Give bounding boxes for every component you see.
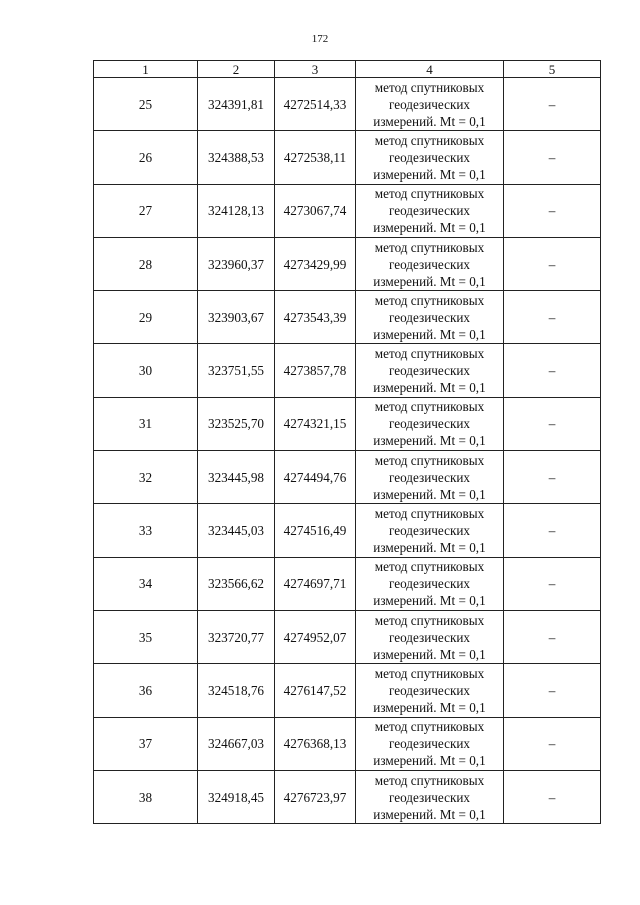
note-cell: – (504, 664, 601, 717)
y-coordinate-cell: 4276723,97 (275, 770, 356, 823)
method-cell (356, 344, 504, 397)
y-coordinate-cell: 4276368,13 (275, 717, 356, 770)
table-row (94, 397, 601, 450)
method-text-line: метод спутниковых (374, 559, 485, 575)
method-text-line: метод спутниковых (374, 772, 485, 788)
table-row (94, 451, 601, 504)
table-row (94, 717, 601, 770)
x-coordinate-cell: 323720,77 (198, 610, 275, 663)
coordinates-table (93, 60, 601, 824)
method-text-line: метод спутниковых (374, 292, 485, 308)
point-number-cell: 28 (94, 237, 198, 290)
y-coordinate-cell: 4274321,15 (275, 397, 356, 450)
point-number-cell: 26 (94, 131, 198, 184)
x-coordinate-cell: 323525,70 (198, 397, 275, 450)
method-text-line: геодезических (388, 469, 471, 485)
method-text-line: измерений. Mt = 0,1 (373, 753, 486, 769)
y-coordinate-cell: 4274494,76 (275, 451, 356, 504)
method-text-line: геодезических (388, 309, 471, 325)
page-number: 172 (311, 33, 329, 45)
method-text-line: измерений. Mt = 0,1 (373, 646, 486, 662)
method-text-line: измерений. Mt = 0,1 (373, 593, 486, 609)
point-number-cell: 38 (94, 770, 198, 823)
method-cell (356, 237, 504, 290)
y-coordinate-cell: 4273543,39 (275, 291, 356, 344)
method-text-line: измерений. Mt = 0,1 (373, 326, 486, 342)
table-header (94, 61, 601, 78)
y-coordinate-cell: 4273429,99 (275, 237, 356, 290)
note-cell: – (504, 184, 601, 237)
method-cell (356, 78, 504, 131)
method-cell (356, 291, 504, 344)
method-text-line: измерений. Mt = 0,1 (373, 273, 486, 289)
x-coordinate-cell: 324667,03 (198, 717, 275, 770)
method-cell (356, 451, 504, 504)
point-number-cell: 30 (94, 344, 198, 397)
x-coordinate-cell: 324391,81 (198, 78, 275, 131)
note-cell: – (504, 344, 601, 397)
note-cell: – (504, 770, 601, 823)
method-text-line: измерений. Mt = 0,1 (373, 806, 486, 822)
table-row (94, 610, 601, 663)
method-text-line: геодезических (388, 416, 471, 432)
x-coordinate-cell: 323566,62 (198, 557, 275, 610)
table-row (94, 504, 601, 557)
table-row (94, 344, 601, 397)
method-text-line: измерений. Mt = 0,1 (373, 380, 486, 396)
method-text-line: геодезических (388, 682, 471, 698)
method-text-line: геодезических (388, 256, 471, 272)
point-number-cell: 35 (94, 610, 198, 663)
column-header-1: 1 (94, 61, 198, 78)
method-text-line: метод спутниковых (374, 132, 485, 148)
method-cell (356, 397, 504, 450)
method-text-line: измерений. Mt = 0,1 (373, 540, 486, 556)
method-text-line: измерений. Mt = 0,1 (373, 113, 486, 129)
point-number-cell: 31 (94, 397, 198, 450)
table-row (94, 131, 601, 184)
method-cell (356, 504, 504, 557)
y-coordinate-cell: 4274697,71 (275, 557, 356, 610)
point-number-cell: 36 (94, 664, 198, 717)
table-row (94, 237, 601, 290)
y-coordinate-cell: 4273857,78 (275, 344, 356, 397)
method-text-line: метод спутниковых (374, 612, 485, 628)
method-text-line: геодезических (388, 523, 471, 539)
table-row (94, 78, 601, 131)
method-text-line: метод спутниковых (374, 346, 485, 362)
method-cell (356, 664, 504, 717)
method-text-line: метод спутниковых (374, 719, 485, 735)
x-coordinate-cell: 323445,03 (198, 504, 275, 557)
note-cell: – (504, 610, 601, 663)
method-text-line: измерений. Mt = 0,1 (373, 220, 486, 236)
point-number-cell: 29 (94, 291, 198, 344)
method-text-line: геодезических (388, 203, 471, 219)
column-header-2: 2 (198, 61, 275, 78)
method-text-line: метод спутниковых (374, 665, 485, 681)
point-number-cell: 27 (94, 184, 198, 237)
method-text-line: метод спутниковых (374, 79, 485, 95)
method-cell (356, 610, 504, 663)
method-text-line: геодезических (388, 576, 471, 592)
method-text-line: геодезических (388, 149, 471, 165)
y-coordinate-cell: 4272538,11 (275, 131, 356, 184)
y-coordinate-cell: 4274952,07 (275, 610, 356, 663)
method-cell (356, 557, 504, 610)
y-coordinate-cell: 4276147,52 (275, 664, 356, 717)
x-coordinate-cell: 323960,37 (198, 237, 275, 290)
x-coordinate-cell: 324918,45 (198, 770, 275, 823)
column-header-3: 3 (275, 61, 356, 78)
method-text-line: геодезических (388, 363, 471, 379)
note-cell: – (504, 557, 601, 610)
column-header-5: 5 (504, 61, 601, 78)
point-number-cell: 33 (94, 504, 198, 557)
note-cell: – (504, 451, 601, 504)
x-coordinate-cell: 324388,53 (198, 131, 275, 184)
table-body (94, 78, 601, 824)
note-cell: – (504, 291, 601, 344)
point-number-cell: 25 (94, 78, 198, 131)
method-cell (356, 184, 504, 237)
x-coordinate-cell: 324128,13 (198, 184, 275, 237)
table-row (94, 664, 601, 717)
method-text-line: измерений. Mt = 0,1 (373, 486, 486, 502)
header-row (94, 61, 601, 78)
column-header-4: 4 (356, 61, 504, 78)
x-coordinate-cell: 323445,98 (198, 451, 275, 504)
table-row (94, 557, 601, 610)
y-coordinate-cell: 4272514,33 (275, 78, 356, 131)
method-text-line: геодезических (388, 789, 471, 805)
x-coordinate-cell: 323751,55 (198, 344, 275, 397)
method-cell (356, 717, 504, 770)
note-cell: – (504, 504, 601, 557)
point-number-cell: 37 (94, 717, 198, 770)
note-cell: – (504, 397, 601, 450)
method-cell (356, 770, 504, 823)
method-text-line: измерений. Mt = 0,1 (373, 699, 486, 715)
point-number-cell: 34 (94, 557, 198, 610)
note-cell: – (504, 717, 601, 770)
method-text-line: геодезических (388, 629, 471, 645)
table-row (94, 770, 601, 823)
table-row (94, 291, 601, 344)
x-coordinate-cell: 324518,76 (198, 664, 275, 717)
method-cell (356, 131, 504, 184)
method-text-line: измерений. Mt = 0,1 (373, 166, 486, 182)
method-text-line: метод спутниковых (374, 399, 485, 415)
y-coordinate-cell: 4274516,49 (275, 504, 356, 557)
method-text-line: метод спутниковых (374, 452, 485, 468)
method-text-line: геодезических (388, 96, 471, 112)
note-cell: – (504, 237, 601, 290)
point-number-cell: 32 (94, 451, 198, 504)
x-coordinate-cell: 323903,67 (198, 291, 275, 344)
note-cell: – (504, 131, 601, 184)
method-text-line: геодезических (388, 736, 471, 752)
method-text-line: метод спутниковых (374, 506, 485, 522)
method-text-line: измерений. Mt = 0,1 (373, 433, 486, 449)
y-coordinate-cell: 4273067,74 (275, 184, 356, 237)
method-text-line: метод спутниковых (374, 186, 485, 202)
table-row (94, 184, 601, 237)
note-cell: – (504, 78, 601, 131)
method-text-line: метод спутниковых (374, 239, 485, 255)
